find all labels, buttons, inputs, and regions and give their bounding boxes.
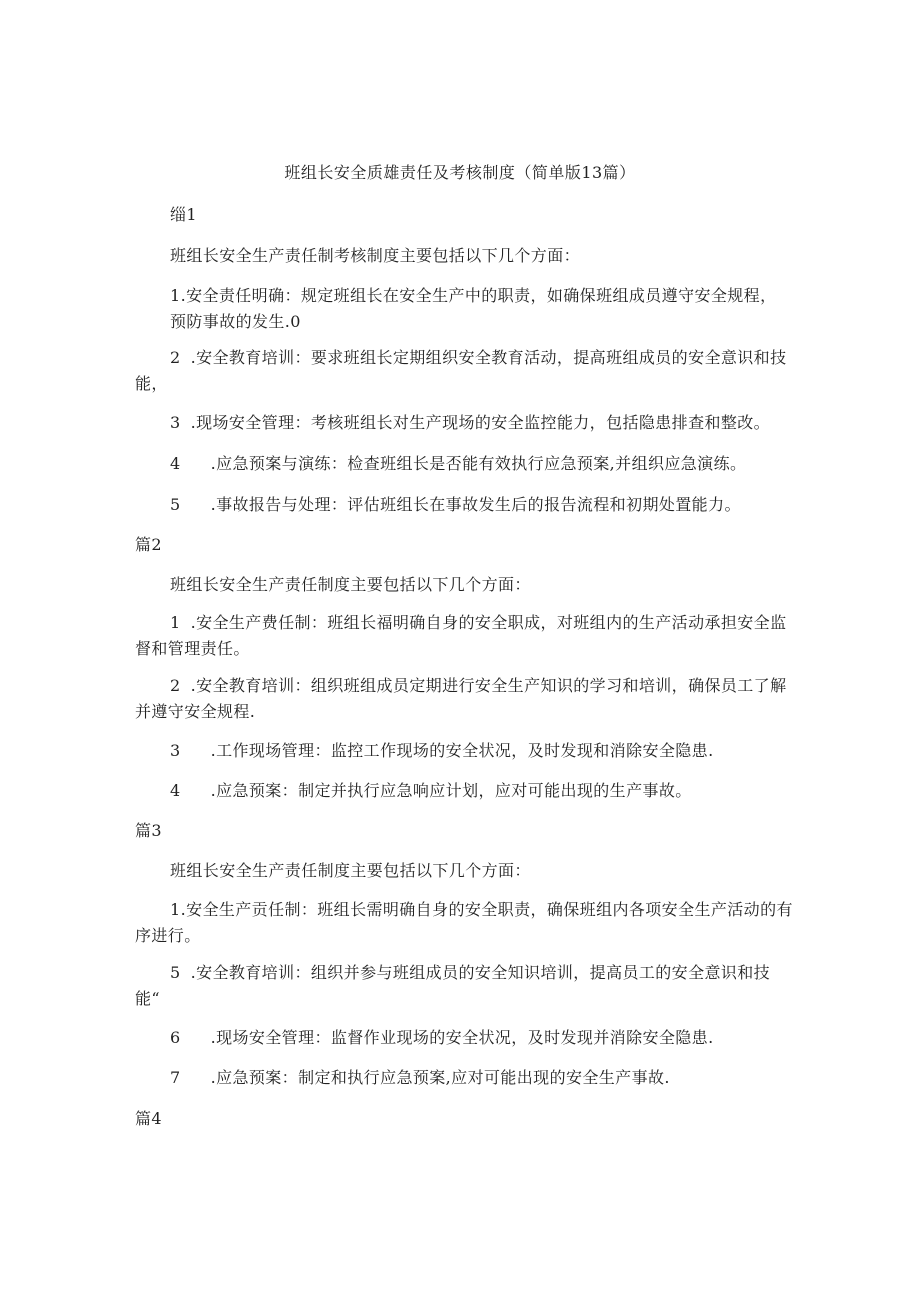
item-number: 4 <box>170 781 181 800</box>
list-item <box>135 610 795 662</box>
item-number: 6 <box>170 1028 181 1047</box>
list-item <box>170 451 746 477</box>
section-intro: 班组长安全生产责任制度主要包括以下几个方面： <box>170 861 531 880</box>
item-text: .现场安全管理：考核班组长对生产现场的安全监控能力，包括隐患排查和整改。 <box>190 413 771 432</box>
item-text: .安全生产费任制：班组长福明确自身的安全职成，对班组内的生产活动承担安全监督和管理责任。 <box>135 613 787 658</box>
item-number: 1. <box>170 900 187 919</box>
item-text: .安全教育培训：组织并参与班组成员的安全知识培训，提高员工的安全意识和技能“ <box>135 963 771 1008</box>
list-item <box>170 1065 670 1091</box>
item-number: 2 <box>170 676 181 695</box>
item-number: 5 <box>170 495 181 514</box>
item-text: .事故报告与处理：评估班组长在事故发生后的报告流程和初期处置能力。 <box>210 495 741 514</box>
list-item <box>170 492 741 518</box>
item-number: 3 <box>170 413 181 432</box>
item-number: 3 <box>170 741 181 760</box>
item-number: 1. <box>170 286 187 305</box>
item-number: 1 <box>170 613 181 632</box>
list-item <box>135 897 795 949</box>
list-item <box>170 1025 714 1051</box>
item-text: 安全责任明确：规定班组长在安全生产中的职责，如确保班组成员遵守安全规程，预防事故的发生.0 <box>170 286 777 331</box>
list-item <box>135 960 795 1012</box>
item-number: 4 <box>170 454 181 473</box>
item-number: 7 <box>170 1068 181 1087</box>
item-text: .应急预案：制定并执行应急响应计划，应对可能出现的生产事故。 <box>210 781 692 800</box>
item-text: 安全生产贡任制：班组长需明确自身的安全职责，确保班组内各项安全生产活动的有序进行。 <box>135 900 793 945</box>
list-item <box>135 345 795 397</box>
list-item <box>135 673 795 725</box>
section-intro: 班组长安全生产责任制度主要包括以下几个方面： <box>170 575 531 594</box>
item-text: .应急预案：制定和执行应急预案,应对可能出现的安全生产事故. <box>210 1068 670 1087</box>
section-heading: 篇2 <box>135 535 162 554</box>
item-number: 2 <box>170 348 181 367</box>
item-text: .现场安全管理：监督作业现场的安全状况，及时发现并消除安全隐患. <box>210 1028 714 1047</box>
item-text: .安全教育培训：组织班组成员定期进行安全生产知识的学习和培训，确保员工了解并遵守安全规程. <box>135 676 787 721</box>
section-heading: 篇4 <box>135 1109 162 1128</box>
section-heading: 缁1 <box>170 205 197 224</box>
document-title: 班组长安全质雄责任及考核制度（简单版13篇） <box>284 163 636 182</box>
list-item <box>170 410 770 436</box>
list-item <box>170 283 792 335</box>
item-number: 5 <box>170 963 181 982</box>
item-text: .工作现场管理：监控工作现场的安全状况，及时发现和消除安全隐患. <box>210 741 714 760</box>
section-intro: 班组长安全生产责任制考核制度主要包括以下几个方面： <box>170 246 581 265</box>
item-text: .应急预案与演练：检查班组长是否能有效执行应急预案,并组织应急演练。 <box>210 454 747 473</box>
list-item <box>170 778 692 804</box>
item-text: .安全教育培训：要求班组长定期组织安全教育活动，提高班组成员的安全意识和技能， <box>135 348 787 393</box>
section-heading: 篇3 <box>135 821 162 840</box>
list-item <box>170 738 714 764</box>
